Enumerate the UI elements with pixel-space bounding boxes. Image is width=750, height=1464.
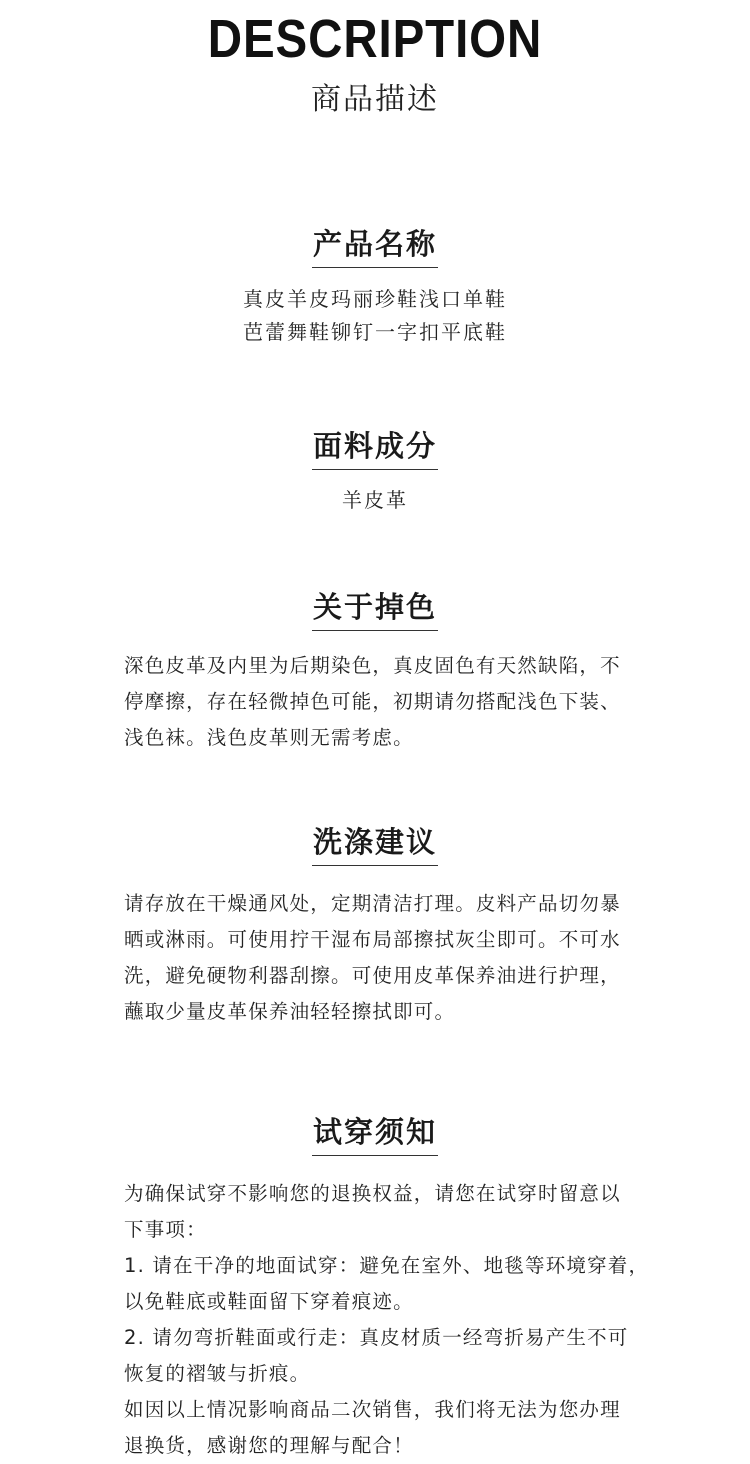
care-section-heading [0, 820, 750, 866]
care-heading-text: 洗涤建议 [312, 820, 438, 866]
care-paragraph [124, 886, 644, 1030]
paragraph-line: 蘸取少量皮革保养油轻轻擦拭即可。 [124, 1000, 456, 1023]
material-heading-text: 面料成分 [312, 424, 438, 470]
page-subtitle: 商品描述 [311, 82, 439, 117]
paragraph-line: 为确保试穿不影响您的退换权益，请您在试穿时留意以 [124, 1182, 621, 1205]
color-fading-paragraph [124, 648, 644, 756]
paragraph-line: 下事项： [124, 1218, 207, 1241]
product-name-section-heading [0, 222, 750, 268]
paragraph-line: 浅色袜。浅色皮革则无需考虑。 [124, 726, 414, 749]
paragraph-line: 如因以上情况影响商品二次销售，我们将无法为您办理 [124, 1398, 621, 1421]
product-name-heading-text: 产品名称 [312, 222, 438, 268]
try-on-section-heading [0, 1110, 750, 1156]
try-on-heading-text: 试穿须知 [312, 1110, 438, 1156]
product-name-line: 芭蕾舞鞋铆钉一字扣平底鞋 [243, 320, 507, 344]
paragraph-line: 停摩擦，存在轻微掉色可能，初期请勿搭配浅色下装、 [124, 690, 621, 713]
paragraph-line: 2. 请勿弯折鞋面或行走：真皮材质一经弯折易产生不可 [124, 1326, 629, 1349]
paragraph-line: 退换货，感谢您的理解与配合！ [124, 1434, 414, 1457]
paragraph-line: 晒或淋雨。可使用拧干湿布局部擦拭灰尘即可。不可水 [124, 928, 621, 951]
paragraph-line: 恢复的褶皱与折痕。 [124, 1362, 311, 1385]
color-fading-section-heading [0, 585, 750, 631]
material-section-heading [0, 424, 750, 470]
paragraph-line: 以免鞋底或鞋面留下穿着痕迹。 [124, 1290, 414, 1313]
color-fading-heading-text: 关于掉色 [312, 585, 438, 631]
material-line: 羊皮革 [342, 488, 408, 512]
paragraph-line: 洗，避免硬物利器刮擦。可使用皮革保养油进行护理， [124, 964, 621, 987]
try-on-paragraph [124, 1176, 650, 1464]
page-title: DESCRIPTION [207, 9, 543, 69]
product-name-line: 真皮羊皮玛丽珍鞋浅口单鞋 [243, 287, 507, 311]
paragraph-line: 深色皮革及内里为后期染色，真皮固色有天然缺陷，不 [124, 654, 621, 677]
paragraph-line: 1. 请在干净的地面试穿：避免在室外、地毯等环境穿着， [124, 1254, 650, 1277]
paragraph-line: 请存放在干燥通风处，定期清洁打理。皮料产品切勿暴 [124, 892, 621, 915]
